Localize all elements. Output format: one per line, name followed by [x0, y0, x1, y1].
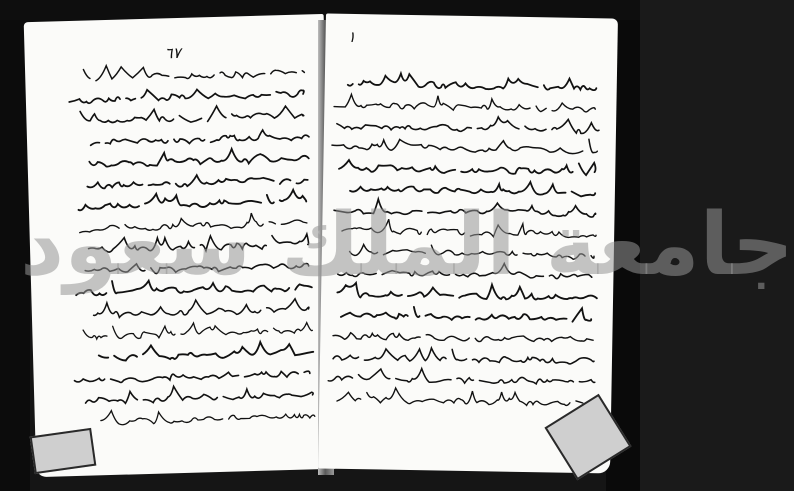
- handwriting-line: [69, 85, 304, 103]
- handwriting-line: [83, 60, 304, 82]
- handwriting-line: [88, 233, 308, 254]
- handwriting-line: [332, 135, 598, 154]
- handwriting-line: [334, 94, 595, 113]
- handwriting-line: [337, 114, 599, 134]
- handwriting-line: [80, 104, 304, 125]
- right-page: [318, 13, 618, 473]
- handwriting-line: [83, 320, 312, 340]
- handwriting-line: [78, 189, 306, 210]
- handwriting-line: [79, 212, 307, 233]
- handwriting-line: [328, 367, 595, 386]
- left-page: [24, 14, 337, 477]
- left-page-handwriting: [24, 14, 337, 477]
- handwriting-line: [350, 179, 595, 197]
- handwriting-line: [101, 405, 315, 425]
- handwriting-line: [337, 387, 592, 407]
- handwriting-line: [89, 147, 309, 168]
- handwriting-line: [341, 304, 591, 322]
- handwriting-line: [85, 382, 313, 404]
- handwriting-line: [350, 244, 595, 260]
- watermark: جامعة الملك سعود: [20, 195, 794, 295]
- handwriting-line: [93, 297, 309, 318]
- left-folio-number: ٦٧: [164, 43, 181, 63]
- right-folio-number: ١: [347, 27, 356, 47]
- handwriting-line: [99, 341, 314, 362]
- handwriting-line: [338, 261, 592, 281]
- right-page-handwriting: [318, 13, 618, 473]
- handwriting-line: [333, 346, 594, 364]
- handwriting-line: [333, 332, 593, 343]
- handwriting-line: [331, 282, 597, 302]
- handwriting-line: [85, 259, 309, 275]
- handwriting-line: [74, 370, 310, 384]
- handwriting-line: [342, 218, 596, 238]
- handwriting-line: [348, 73, 597, 91]
- handwriting-line: [76, 275, 312, 297]
- handwriting-line: [334, 198, 596, 217]
- handwriting-line: [87, 172, 308, 189]
- handwriting-line: [339, 158, 596, 175]
- handwriting-line: [90, 129, 309, 146]
